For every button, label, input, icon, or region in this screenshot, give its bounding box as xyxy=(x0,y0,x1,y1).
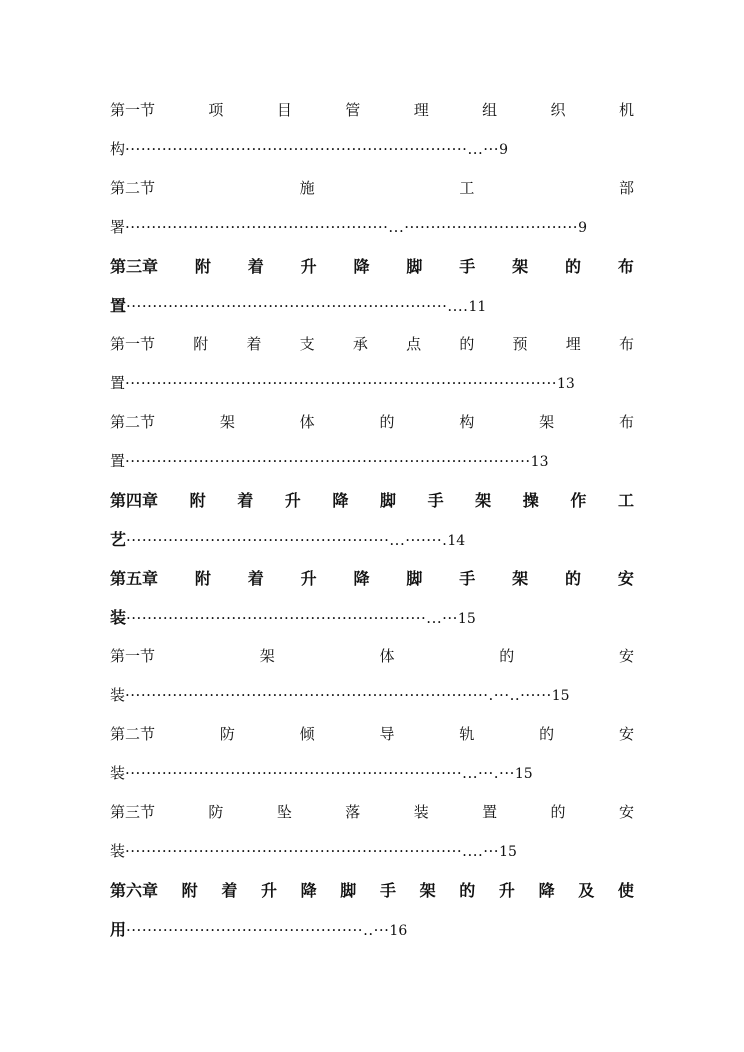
toc-title-char: 降 xyxy=(353,257,370,276)
toc-dot-leader: ·························································...··· xyxy=(126,609,458,627)
toc-title-char: 的 xyxy=(499,647,515,665)
toc-title-char: 的 xyxy=(459,881,476,900)
toc-title-char: 装 xyxy=(413,803,429,821)
toc-title-char: 升 xyxy=(300,257,317,276)
toc-entry-title-line xyxy=(110,715,634,754)
toc-title-char: 架 xyxy=(259,647,275,665)
toc-title-char: 部 xyxy=(618,179,634,197)
toc-title-char: 升 xyxy=(260,881,277,900)
toc-title-char: 倾 xyxy=(299,725,315,743)
toc-entry-leader-line xyxy=(110,442,634,481)
toc-page-number: 13 xyxy=(530,454,549,470)
table-of-contents xyxy=(110,91,634,949)
toc-page-number: 14 xyxy=(447,533,466,549)
toc-page-number: 15 xyxy=(551,688,570,704)
toc-title-char: 坠 xyxy=(276,803,292,821)
toc-title-char: 布 xyxy=(618,335,634,353)
toc-title-char: 及 xyxy=(578,881,595,900)
toc-title-char: 安 xyxy=(617,569,634,588)
toc-title-char: 降 xyxy=(332,491,349,510)
toc-entry-number: 第二节 xyxy=(110,413,156,431)
toc-title-char: 升 xyxy=(284,491,301,510)
toc-title-char: 附 xyxy=(181,881,198,900)
toc-title-char: 脚 xyxy=(340,881,357,900)
toc-dot-leader: ·················································································· xyxy=(125,374,557,392)
toc-title-char: 架 xyxy=(512,569,529,588)
toc-title-char: 的 xyxy=(459,335,475,353)
toc-title-char: 手 xyxy=(379,881,396,900)
toc-section-entry xyxy=(110,793,634,871)
toc-title-last-char: 艺 xyxy=(110,530,127,549)
toc-title-char: 的 xyxy=(565,569,582,588)
toc-title-char: 升 xyxy=(498,881,515,900)
toc-title-char: 点 xyxy=(406,335,422,353)
toc-title-char: 导 xyxy=(379,725,395,743)
toc-title-last-char: 构 xyxy=(110,140,126,158)
toc-title-char: 安 xyxy=(618,803,634,821)
toc-entry-number: 第五章 xyxy=(110,569,159,588)
toc-page-number: 9 xyxy=(499,142,508,158)
toc-title-last-char: 署 xyxy=(110,218,126,236)
toc-title-char: 架 xyxy=(475,491,492,510)
toc-title-char: 降 xyxy=(300,881,317,900)
toc-page-number: 11 xyxy=(468,299,487,315)
toc-chapter-entry xyxy=(110,247,634,325)
toc-dot-leader: ············································································· xyxy=(125,452,531,470)
toc-entry-title-line xyxy=(110,169,634,208)
toc-page-number: 9 xyxy=(578,220,587,236)
toc-dot-leader: ·············································..··· xyxy=(126,921,390,939)
toc-title-char: 轨 xyxy=(459,725,475,743)
toc-title-char: 脚 xyxy=(406,257,423,276)
toc-title-char: 体 xyxy=(299,413,315,431)
toc-chapter-entry xyxy=(110,871,634,949)
toc-section-entry xyxy=(110,169,634,247)
toc-section-entry xyxy=(110,325,634,403)
toc-title-char: 着 xyxy=(221,881,238,900)
toc-entry-number: 第三章 xyxy=(110,257,159,276)
toc-entry-leader-line xyxy=(110,832,634,871)
toc-dot-leader: ·····························································.... xyxy=(126,297,469,315)
toc-title-char: 架 xyxy=(512,257,529,276)
toc-title-char: 脚 xyxy=(406,569,423,588)
toc-entry-title-line xyxy=(110,481,634,520)
toc-section-entry xyxy=(110,91,634,169)
toc-title-char: 工 xyxy=(617,491,634,510)
toc-title-char: 承 xyxy=(352,335,368,353)
toc-entry-title-line xyxy=(110,559,634,598)
toc-entry-leader-line xyxy=(110,520,634,559)
toc-title-char: 的 xyxy=(379,413,395,431)
toc-title-char: 附 xyxy=(193,335,209,353)
toc-entry-title-line xyxy=(110,91,634,130)
toc-title-char: 施 xyxy=(299,179,315,197)
toc-title-last-char: 置 xyxy=(110,374,126,392)
toc-title-char: 升 xyxy=(300,569,317,588)
toc-title-char: 构 xyxy=(459,413,475,431)
toc-entry-title-line xyxy=(110,793,634,832)
toc-title-char: 组 xyxy=(482,101,498,119)
toc-dot-leader: ··················································...································· xyxy=(125,218,579,236)
toc-title-char: 手 xyxy=(459,257,476,276)
toc-title-char: 落 xyxy=(345,803,361,821)
toc-title-char: 着 xyxy=(237,491,254,510)
toc-entry-leader-line xyxy=(110,130,634,169)
toc-title-char: 项 xyxy=(208,101,224,119)
toc-title-char: 置 xyxy=(482,803,498,821)
toc-title-char: 附 xyxy=(189,491,206,510)
toc-page-number: 15 xyxy=(457,611,476,627)
toc-entry-leader-line xyxy=(110,910,634,949)
toc-entry-title-line xyxy=(110,871,634,910)
toc-entry-leader-line xyxy=(110,598,634,637)
toc-title-char: 手 xyxy=(459,569,476,588)
toc-title-last-char: 装 xyxy=(110,686,126,704)
toc-entry-title-line xyxy=(110,247,634,286)
toc-title-char: 手 xyxy=(427,491,444,510)
toc-entry-leader-line xyxy=(110,286,634,325)
toc-title-char: 着 xyxy=(247,257,264,276)
toc-title-char: 布 xyxy=(618,413,634,431)
toc-title-char: 脚 xyxy=(379,491,396,510)
toc-title-char: 工 xyxy=(459,179,475,197)
toc-entry-leader-line xyxy=(110,754,634,793)
toc-title-char: 架 xyxy=(219,413,235,431)
toc-title-char: 架 xyxy=(539,413,555,431)
toc-title-char: 着 xyxy=(246,335,262,353)
toc-entry-number: 第二节 xyxy=(110,179,156,197)
toc-entry-number: 第六章 xyxy=(110,881,159,900)
toc-title-char: 理 xyxy=(413,101,429,119)
toc-section-entry xyxy=(110,403,634,481)
toc-entry-number: 第一节 xyxy=(110,335,156,353)
toc-entry-leader-line xyxy=(110,364,634,403)
toc-entry-number: 第二节 xyxy=(110,725,156,743)
toc-title-last-char: 置 xyxy=(110,296,127,315)
toc-title-char: 机 xyxy=(618,101,634,119)
toc-section-entry xyxy=(110,637,634,715)
toc-title-char: 架 xyxy=(419,881,436,900)
toc-title-char: 防 xyxy=(208,803,224,821)
toc-title-char: 的 xyxy=(550,803,566,821)
toc-entry-number: 第三节 xyxy=(110,803,156,821)
toc-title-char: 目 xyxy=(276,101,292,119)
toc-title-char: 着 xyxy=(247,569,264,588)
toc-chapter-entry xyxy=(110,559,634,637)
toc-page-number: 15 xyxy=(499,844,517,860)
toc-title-char: 使 xyxy=(617,881,634,900)
toc-title-char: 布 xyxy=(617,257,634,276)
toc-title-char: 支 xyxy=(299,335,315,353)
toc-title-char: 降 xyxy=(538,881,555,900)
toc-title-last-char: 用 xyxy=(110,920,127,939)
toc-dot-leader: ································································....··· xyxy=(125,842,500,860)
toc-entry-number: 第一节 xyxy=(110,101,156,119)
toc-title-char: 预 xyxy=(512,335,528,353)
toc-page-number: 16 xyxy=(389,923,408,939)
toc-page-number: 13 xyxy=(557,376,575,392)
toc-title-char: 安 xyxy=(618,647,634,665)
toc-entry-title-line xyxy=(110,403,634,442)
toc-title-char: 体 xyxy=(379,647,395,665)
toc-title-char: 降 xyxy=(353,569,370,588)
toc-entry-leader-line xyxy=(110,676,634,715)
toc-title-last-char: 装 xyxy=(110,764,126,782)
toc-title-char: 附 xyxy=(194,569,211,588)
toc-section-entry xyxy=(110,715,634,793)
toc-entry-title-line xyxy=(110,325,634,364)
toc-title-char: 埋 xyxy=(565,335,581,353)
toc-title-last-char: 装 xyxy=(110,608,127,627)
toc-title-char: 的 xyxy=(539,725,555,743)
toc-title-char: 安 xyxy=(618,725,634,743)
toc-title-char: 织 xyxy=(550,101,566,119)
toc-chapter-entry xyxy=(110,481,634,559)
toc-page-number: 15 xyxy=(514,766,533,782)
toc-title-char: 作 xyxy=(570,491,587,510)
toc-title-char: 附 xyxy=(194,257,211,276)
toc-title-char: 防 xyxy=(219,725,235,743)
toc-dot-leader: ·································································...··· xyxy=(125,140,500,158)
toc-dot-leader: ································································...···.··· xyxy=(125,764,515,782)
toc-title-last-char: 装 xyxy=(110,842,126,860)
toc-entry-leader-line xyxy=(110,208,634,247)
toc-title-char: 的 xyxy=(565,257,582,276)
toc-dot-leader: ·····································································.···..······ xyxy=(125,686,552,704)
toc-dot-leader: ··················································...·······. xyxy=(126,531,448,549)
toc-title-char: 操 xyxy=(522,491,539,510)
toc-title-last-char: 置 xyxy=(110,452,126,470)
toc-entry-number: 第一节 xyxy=(110,647,156,665)
toc-title-char: 管 xyxy=(345,101,361,119)
toc-entry-title-line xyxy=(110,637,634,676)
toc-entry-number: 第四章 xyxy=(110,491,159,510)
